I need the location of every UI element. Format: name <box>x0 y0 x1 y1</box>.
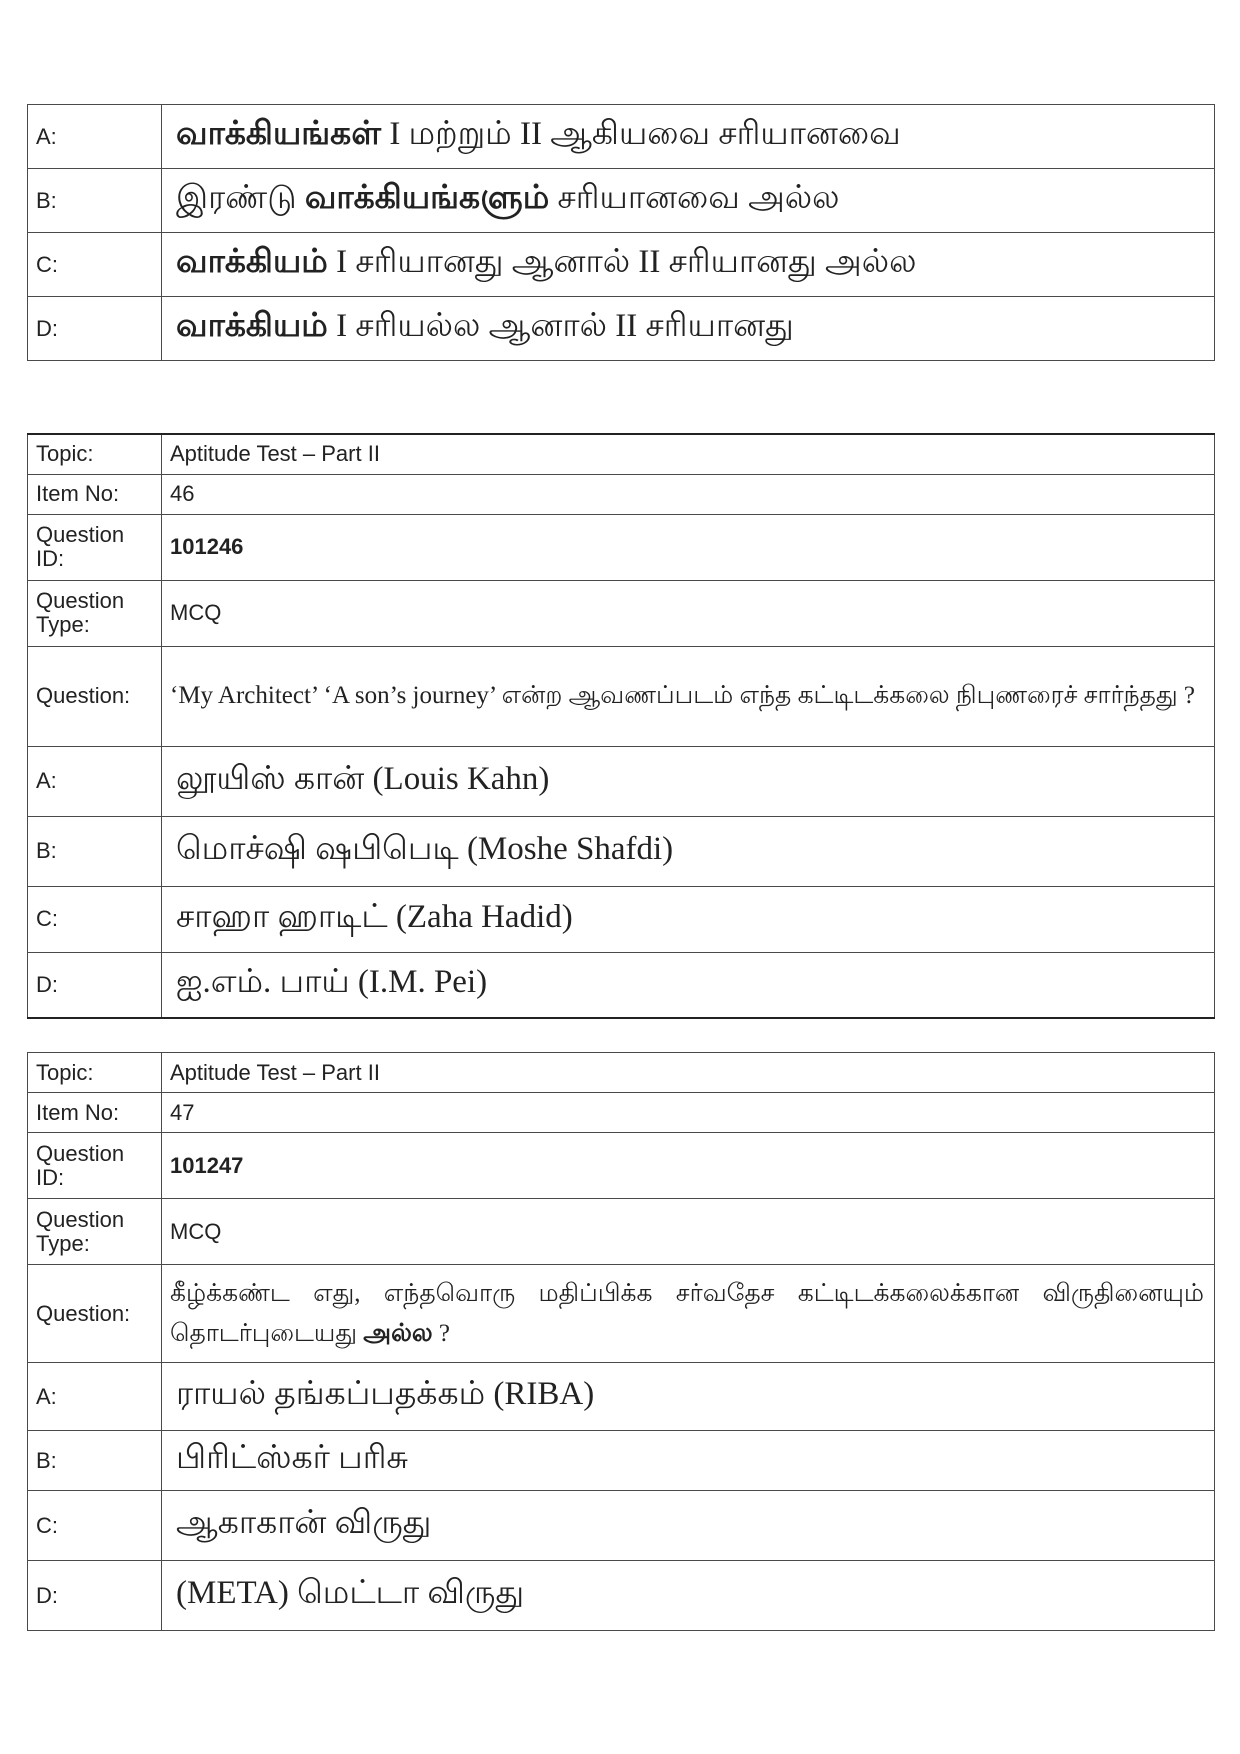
option-b-label: B: <box>28 1431 162 1491</box>
question-text <box>162 1265 1215 1363</box>
question-text-end: ? <box>432 1319 450 1347</box>
option-d-label: D: <box>28 1561 162 1631</box>
option-c-label: C: <box>28 886 162 952</box>
option-b-rest: சரியானவை அல்ல <box>549 180 840 216</box>
question-type-label: Question Type: <box>28 580 162 646</box>
item-no-label: Item No: <box>28 1093 162 1133</box>
question-id-value: 101247 <box>162 1133 1215 1199</box>
item-no-value: 46 <box>162 474 1215 514</box>
item-no-label: Item No: <box>28 474 162 514</box>
option-d-text <box>162 297 1215 361</box>
question-label: Question: <box>28 1265 162 1363</box>
option-d-bold: வாக்கியம் <box>176 308 328 344</box>
option-b-text: மொச்ஷி ஷபிபெடி (Moshe Shafdi) <box>162 816 1215 886</box>
option-a-label: A: <box>28 1363 162 1431</box>
question-id-label: Question ID: <box>28 514 162 580</box>
topic-label: Topic: <box>28 434 162 474</box>
option-c-label: C: <box>28 233 162 297</box>
option-d-rest: I சரியல்ல ஆனால் II சரியானது <box>327 308 794 344</box>
option-b-start: இரண்டு <box>176 180 305 216</box>
option-d-text: ஐ.எம். பாய் (I.M. Pei) <box>162 952 1215 1018</box>
question-text: ‘My Architect’ ‘A son’s journey’ என்ற ஆவணப்படம் எந்த கட்டிடக்கலை நிபுணரைச் சார்ந்தது ? <box>162 646 1215 746</box>
option-a-label: A: <box>28 105 162 169</box>
topic-label: Topic: <box>28 1053 162 1093</box>
prev-question-options-table <box>27 104 1215 361</box>
topic-value: Aptitude Test – Part II <box>162 434 1215 474</box>
question-text-start: கீழ்க்கண்ட எது, எந்தவொரு மதிப்பிக்க சர்வதேச கட்டிடக்கலைக்கான விருதினையும் தொடர்புடையது <box>170 1279 1204 1347</box>
option-c-rest: I சரியானது ஆனால் II சரியானது அல்ல <box>327 244 917 280</box>
option-a-text <box>162 105 1215 169</box>
option-d-label: D: <box>28 952 162 1018</box>
option-b-text <box>162 169 1215 233</box>
option-b-bold: வாக்கியங்களும் <box>304 180 550 216</box>
option-b-label: B: <box>28 169 162 233</box>
question-46-table <box>27 433 1215 1019</box>
option-b-label: B: <box>28 816 162 886</box>
option-a-rest: I மற்றும் II ஆகியவை சரியானவை <box>381 116 901 152</box>
question-text-emphasis: அல்ல <box>363 1319 433 1347</box>
question-id-value: 101246 <box>162 514 1215 580</box>
option-c-text: சாஹா ஹாடிட் (Zaha Hadid) <box>162 886 1215 952</box>
option-c-text: ஆகாகான் விருது <box>162 1491 1215 1561</box>
question-id-label: Question ID: <box>28 1133 162 1199</box>
question-label: Question: <box>28 646 162 746</box>
option-a-text: ராயல் தங்கப்பதக்கம் (RIBA) <box>162 1363 1215 1431</box>
option-c-text <box>162 233 1215 297</box>
question-type-value: MCQ <box>162 1199 1215 1265</box>
option-d-text: (META) மெட்டா விருது <box>162 1561 1215 1631</box>
question-type-value: MCQ <box>162 580 1215 646</box>
option-a-bold: வாக்கியங்கள் <box>176 116 382 152</box>
option-a-label: A: <box>28 746 162 816</box>
option-d-label: D: <box>28 297 162 361</box>
topic-value: Aptitude Test – Part II <box>162 1053 1215 1093</box>
question-47-table <box>27 1052 1215 1631</box>
item-no-value: 47 <box>162 1093 1215 1133</box>
option-a-text: லூயிஸ் கான் (Louis Kahn) <box>162 746 1215 816</box>
option-c-bold: வாக்கியம் <box>176 244 328 280</box>
option-b-text: பிரிட்ஸ்கர் பரிசு <box>162 1431 1215 1491</box>
option-c-label: C: <box>28 1491 162 1561</box>
question-type-label: Question Type: <box>28 1199 162 1265</box>
